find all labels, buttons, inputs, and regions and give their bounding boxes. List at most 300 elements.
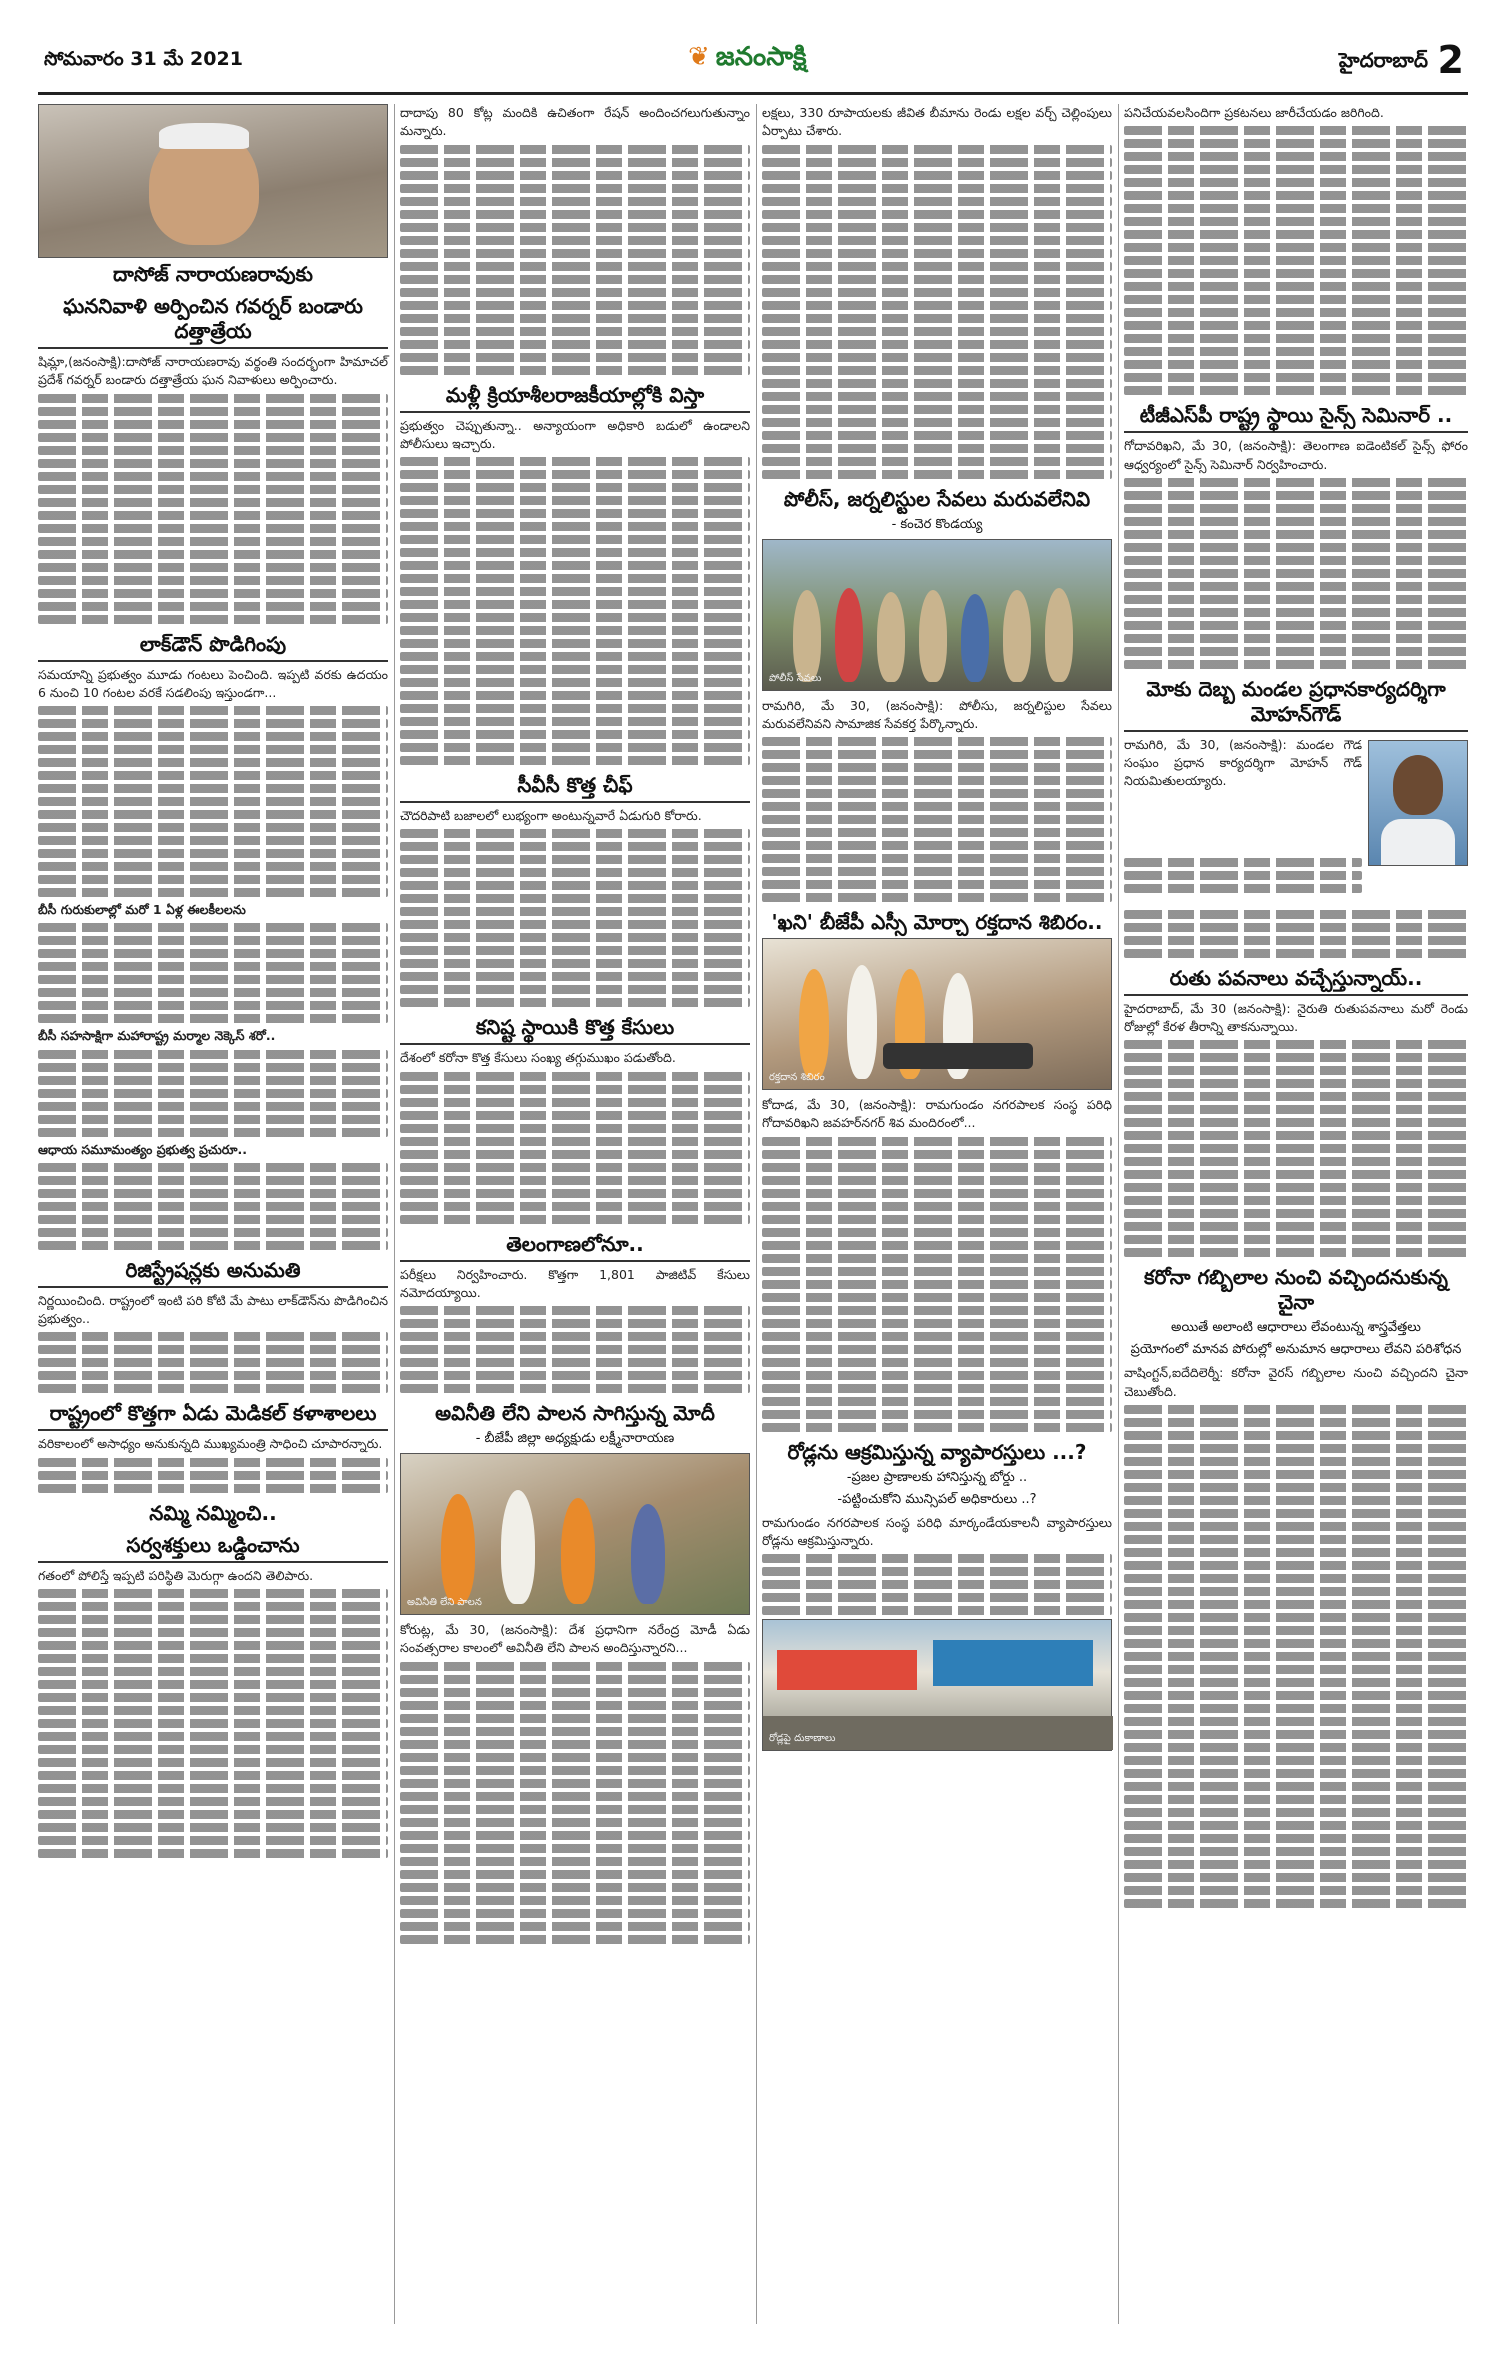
text-line: [1124, 1066, 1468, 1075]
text-line: [38, 1163, 388, 1172]
text-line: [38, 1384, 388, 1393]
text-line: [1124, 858, 1362, 867]
text-line: [762, 1254, 1112, 1263]
text-line: [400, 275, 750, 284]
text-line: [762, 158, 1112, 167]
text-line: [400, 756, 750, 765]
text-line: [38, 537, 388, 546]
text-line: [38, 1823, 388, 1832]
text-line: [762, 301, 1112, 310]
text-line: [1124, 1613, 1468, 1622]
headline-science-seminar: టీజీఎస్‌పీ రాష్ట్ర స్థాయి సైన్స్ సెమినార్ ..: [1124, 399, 1468, 433]
text-line: [400, 574, 750, 583]
text-line: [400, 1844, 750, 1853]
text-line: [38, 1189, 388, 1198]
article-text: లక్షలు, 330 రూపాయలకు జీవిత బీమాను రెండు లక్షల వర్చ్ చెల్లింపులు ఏర్పాటు చేశారు.: [762, 105, 1112, 139]
text-line: [400, 1332, 750, 1341]
text-line: [38, 975, 388, 984]
text-line: [38, 888, 388, 897]
article-corona-china: [1124, 1364, 1468, 1401]
person-figure: [847, 965, 877, 1079]
text-line: [762, 763, 1112, 772]
text-line: [400, 587, 750, 596]
text-line: [38, 602, 388, 611]
text-line: [762, 1189, 1112, 1198]
text-line: [38, 485, 388, 494]
text-line: [38, 862, 388, 871]
text-line: [762, 236, 1112, 245]
text-line: [400, 1072, 750, 1081]
text-line: [400, 881, 750, 890]
text-line: [400, 1701, 750, 1710]
text-line: [1124, 1860, 1468, 1869]
article-text: కోదాడ, మే 30, (జనంసాక్షి): రామగుండం నగరపాలక సంస్థ పరిధి గోదావరిఖని జవహర్‌నగర్ శివ మందిరంలో...: [762, 1097, 1112, 1131]
text-line: [400, 1831, 750, 1840]
article-moku-debba: [1124, 736, 1362, 791]
text-line: [1124, 282, 1468, 291]
text-line: [38, 576, 388, 585]
text-line: [400, 1358, 750, 1367]
text-line: [762, 470, 1112, 479]
paper-name: జనంసాక్షి: [715, 42, 807, 72]
person-figure: [835, 588, 863, 682]
text-line: [400, 1202, 750, 1211]
shop-signboard: [933, 1640, 1093, 1686]
text-line: [38, 394, 388, 403]
text-line: [400, 1766, 750, 1775]
text-line: [400, 1111, 750, 1120]
subheading: -పట్టించుకోని మున్సిపల్ అధికారులు ..?: [837, 1491, 1037, 1507]
text-line: [400, 1163, 750, 1172]
subhead: బీసీ సహసాక్షిగా మహారాష్ట్ర మర్మాల నెక్కెస్ శరో..: [38, 1028, 276, 1044]
text-line: [400, 920, 750, 929]
text-line: [762, 1371, 1112, 1380]
text-line: [762, 1306, 1112, 1315]
article-blood-donation: [762, 1096, 1112, 1133]
text-line: [400, 1870, 750, 1879]
text-line: [762, 776, 1112, 785]
text-line: [400, 829, 750, 838]
text-line: [1124, 191, 1468, 200]
text-line: [38, 745, 388, 754]
text-line: [1124, 1834, 1468, 1843]
text-line: [762, 392, 1112, 401]
text-line: [400, 1319, 750, 1328]
text-line: [400, 855, 750, 864]
text-line: [762, 197, 1112, 206]
article-lockdown: [38, 666, 388, 703]
text-line: [1124, 269, 1468, 278]
headline-registrations: రిజిస్ట్రేషన్లకు అనుమతి: [38, 1254, 388, 1288]
text-line: [400, 145, 750, 154]
text-line: [1124, 152, 1468, 161]
text-line: [762, 789, 1112, 798]
text-line: [38, 563, 388, 572]
text-line: [400, 1883, 750, 1892]
text-line: [1124, 949, 1468, 958]
text-line: [1124, 1483, 1468, 1492]
text-line: [400, 1935, 750, 1944]
text-line: [400, 522, 750, 531]
text-line: [1124, 347, 1468, 356]
text-line: [400, 184, 750, 193]
text-line: [1124, 1157, 1468, 1166]
text-line: [38, 1345, 388, 1354]
text-line: [38, 1089, 388, 1098]
article-insurance: [762, 104, 1112, 141]
text-line: [400, 946, 750, 955]
text-line: [400, 171, 750, 180]
text-line: [762, 379, 1112, 388]
text-line: [38, 1202, 388, 1211]
text-line: [1124, 1821, 1468, 1830]
text-line: [400, 1714, 750, 1723]
text-line: [400, 197, 750, 206]
text-line: [400, 743, 750, 752]
headline-lockdown: లాక్‌డౌన్ పొడిగింపు: [38, 628, 388, 662]
text-line: [1124, 1691, 1468, 1700]
text-line: [38, 459, 388, 468]
text-line: [1124, 1847, 1468, 1856]
text-line: [762, 841, 1112, 850]
text-line: [1124, 1665, 1468, 1674]
text-line: [1124, 1431, 1468, 1440]
text-line: [400, 1306, 750, 1315]
subhead: ఆధాయ సమూమంత్యం ప్రభుత్వ ప్రచురూ..: [38, 1141, 248, 1157]
text-line: [762, 802, 1112, 811]
text-line: [38, 1784, 388, 1793]
text-line: [1124, 1743, 1468, 1752]
text-line: [38, 1615, 388, 1624]
text-line: [38, 1693, 388, 1702]
text-line: [762, 828, 1112, 837]
donor-bed: [883, 1043, 1033, 1069]
text-line: [400, 535, 750, 544]
text-line: [400, 1675, 750, 1684]
text-line: [38, 1719, 388, 1728]
text-line: [1124, 139, 1468, 148]
text-line: [762, 418, 1112, 427]
subhead: బీసీ గురుకులాల్లో మరో 1 ఏళ్ల ఈలకీలలను: [38, 902, 246, 917]
text-line: [400, 717, 750, 726]
text-line: [1124, 660, 1468, 669]
photo-label: రోడ్లపై దుకాణాలు: [769, 1733, 836, 1744]
text-line: [1124, 1405, 1468, 1414]
person-figure: [961, 594, 989, 682]
photo-label: రక్తదాన శిబిరం: [769, 1072, 825, 1083]
text-line: [1124, 1509, 1468, 1518]
text-line: [1124, 165, 1468, 174]
text-line: [400, 249, 750, 258]
text-line: [1124, 1183, 1468, 1192]
text-line: [1124, 556, 1468, 565]
text-line: [400, 1896, 750, 1905]
article-all-efforts: [38, 1567, 388, 1585]
text-line: [762, 1176, 1112, 1185]
text-line: [38, 1215, 388, 1224]
byline: - కంచెర కొండయ్య: [891, 516, 983, 532]
article-text: గోదావరిఖని, మే 30, (జనంసాక్షి): తెలంగాణ ఐడెంటికల్ సైన్స్ ఫోరం ఆధ్వర్యంలో సైన్స్ సెమినార్ నిర్వహించారు.: [1124, 438, 1468, 472]
text-line: [400, 158, 750, 167]
text-line: [1124, 1053, 1468, 1062]
text-line: [1124, 910, 1468, 919]
text-line: [38, 420, 388, 429]
text-line: [38, 875, 388, 884]
subheading: ప్రయోగంలో మానవ పోరుల్లో అనుమాన ఆధారాలు లేవని పరిశోధన: [1130, 1342, 1462, 1358]
column-divider: [394, 104, 395, 2324]
text-line: [400, 509, 750, 518]
person-figure: [441, 1494, 475, 1604]
text-line: [1124, 256, 1468, 265]
text-line: [38, 784, 388, 793]
person-figure: [793, 590, 821, 682]
text-line: [38, 1176, 388, 1185]
text-line: [400, 985, 750, 994]
headline-all-efforts: సర్వశక్తులు ఒడ్డించాను: [38, 1529, 388, 1563]
text-line: [1124, 1092, 1468, 1101]
text-line: [762, 1280, 1112, 1289]
text-line: [762, 1163, 1112, 1172]
text-line: [400, 665, 750, 674]
issue-date: సోమవారం 31 మే 2021: [44, 48, 243, 70]
text-line: [762, 1345, 1112, 1354]
text-line: [762, 1293, 1112, 1302]
text-line: [762, 1332, 1112, 1341]
text-line: [400, 626, 750, 635]
text-line: [400, 1805, 750, 1814]
text-line: [38, 1241, 388, 1250]
text-line: [762, 340, 1112, 349]
text-line: [400, 842, 750, 851]
text-line: [38, 1076, 388, 1085]
text-line: [400, 1792, 750, 1801]
text-line: [400, 496, 750, 505]
article-road-encroachment: [762, 1514, 1112, 1551]
text-line: [762, 1202, 1112, 1211]
text-line: [762, 1567, 1112, 1576]
person-figure: [631, 1504, 665, 1604]
text-line: [1124, 621, 1468, 630]
text-line: [1124, 1769, 1468, 1778]
text-line: [38, 797, 388, 806]
person-figure: [919, 590, 947, 682]
text-line: [762, 288, 1112, 297]
column-divider: [756, 104, 757, 2324]
article-ration: [400, 104, 750, 141]
paper-logo: [688, 42, 807, 78]
text-line: [1124, 1522, 1468, 1531]
article-monsoon: [1124, 1000, 1468, 1037]
text-line: [1124, 1561, 1468, 1570]
article-text: హైదరాబాద్, మే 30 (జనంసాక్షి): నైరుతి రుతుపవనాలు మరో రెండు రోజుల్లో కేరళ తీరాన్ని తాకనున్నాయి.: [1124, 1000, 1468, 1034]
text-line: [762, 223, 1112, 232]
headline-blood-donation: 'ఖని' బీజేపీ ఎస్సీ మోర్చా రక్తదాన శిబిరం..: [771, 910, 1103, 934]
text-line: [400, 1818, 750, 1827]
text-line: [762, 327, 1112, 336]
text-line: [38, 1102, 388, 1111]
text-line: [400, 600, 750, 609]
text-line: [1124, 634, 1468, 643]
text-line: [762, 1423, 1112, 1432]
text-line: [762, 750, 1112, 759]
headline-active-politics: మళ్లీ క్రియాశీలరాజకీయాల్లోకి విస్తా: [400, 379, 750, 413]
text-line: [1124, 1496, 1468, 1505]
article-medical-colleges: [38, 1435, 388, 1453]
text-line: [762, 1228, 1112, 1237]
text-line: [38, 936, 388, 945]
text-line: [400, 366, 750, 375]
leaf-icon: ❦: [688, 42, 710, 72]
text-line: [1124, 1678, 1468, 1687]
text-line: [400, 236, 750, 245]
text-line: [762, 1137, 1112, 1146]
text-line: [762, 1267, 1112, 1276]
text-line: [400, 1215, 750, 1224]
text-line: [1124, 1196, 1468, 1205]
photo-label: అవినీతి లేని పాలన: [407, 1597, 482, 1608]
text-line: [38, 1810, 388, 1819]
text-line: [38, 524, 388, 533]
text-line: [38, 849, 388, 858]
text-line: [1124, 530, 1468, 539]
text-line: [1124, 1118, 1468, 1127]
text-line: [38, 719, 388, 728]
text-line: [400, 652, 750, 661]
text-line: [38, 1228, 388, 1237]
headline-police-journalists: పోలీస్, జర్నలిస్టుల సేవలు మరువలేనివి: [783, 486, 1091, 511]
text-line: [762, 1241, 1112, 1250]
text-line: [38, 923, 388, 932]
text-line: [1124, 243, 1468, 252]
text-line: [762, 815, 1112, 824]
article-telangana: [400, 1266, 750, 1303]
headline-governor: ఘననివాళి అర్పించిన గవర్నర్ బండారు దత్తాత్రేయ: [38, 290, 388, 349]
text-line: [1124, 1418, 1468, 1427]
text-line: [1124, 582, 1468, 591]
portrait-photo: [38, 104, 388, 258]
text-line: [400, 1189, 750, 1198]
text-line: [1124, 295, 1468, 304]
text-line: [400, 1124, 750, 1133]
text-line: [1124, 1235, 1468, 1244]
text-line: [38, 836, 388, 845]
text-line: [1124, 373, 1468, 382]
text-line: [38, 771, 388, 780]
text-line: [38, 498, 388, 507]
text-line: [38, 472, 388, 481]
text-line: [1124, 1639, 1468, 1648]
text-line: [762, 737, 1112, 746]
text-line: [1124, 1873, 1468, 1882]
article-text: నిర్ణయించింది. రాష్ట్రంలో ఇంటి పరి కోటి మే పాటు లాక్‌డౌన్‌ను పొడిగించిన ప్రభుత్వం..: [38, 1292, 388, 1326]
headline-telangana: తెలంగాణలోనూ..: [400, 1228, 750, 1262]
text-line: [38, 1654, 388, 1663]
article-text: వరికాలంలో అసాధ్యం అనుకున్నది ముఖ్యమంత్రి సాధించి చూపారన్నారు.: [38, 1436, 383, 1452]
text-line: [1124, 595, 1468, 604]
person-figure: [1393, 755, 1443, 815]
text-line: [38, 446, 388, 455]
column-4: [1124, 104, 1468, 1912]
article-text: ప్రభుత్వం చెప్పుతున్నా.. అన్యాయంగా అధికారి బడులో ఉండాలని పోలీసులు ఇచ్చారు.: [400, 417, 750, 451]
text-line: [400, 1779, 750, 1788]
text-line: [1124, 1795, 1468, 1804]
article-text: పరీక్షలు నిర్వహించారు. కొత్తగా 1,801 పాజిటివ్ కేసులు నమోదయ్యాయి.: [400, 1266, 750, 1300]
text-line: [400, 933, 750, 942]
text-line: [38, 1128, 388, 1137]
text-line: [762, 210, 1112, 219]
text-line: [38, 1358, 388, 1367]
text-line: [1124, 1144, 1468, 1153]
photo-label: పోలీస్ సేవలు: [769, 672, 822, 684]
text-line: [400, 210, 750, 219]
text-line: [400, 1727, 750, 1736]
text-line: [38, 1849, 388, 1858]
text-line: [762, 1150, 1112, 1159]
column-3: [762, 104, 1112, 1751]
column-divider: [1118, 104, 1119, 2324]
headline-medical-colleges: రాష్ట్రంలో కొత్తగా ఏడు మెడికల్ కళాశాలలు: [38, 1397, 388, 1431]
article-registrations: [38, 1292, 388, 1329]
article-text: దాదాపు 80 కోట్ల మందికి ఉచితంగా రేషన్ అందించగలుగుతున్నాం మన్నారు.: [400, 105, 750, 139]
text-line: [400, 972, 750, 981]
text-line: [400, 1384, 750, 1393]
headline-road-encroachment: రోడ్లను ఆక్రమిస్తున్న వ్యాపారస్తులు ...?: [787, 1439, 1087, 1464]
text-line: [38, 407, 388, 416]
text-line: [38, 1680, 388, 1689]
article-active-politics: [400, 417, 750, 454]
text-line: [400, 457, 750, 466]
text-line: [400, 868, 750, 877]
text-line: [762, 1397, 1112, 1406]
text-line: [38, 810, 388, 819]
text-line: [1124, 1535, 1468, 1544]
text-line: [400, 894, 750, 903]
person-figure: [501, 1490, 535, 1604]
text-line: [38, 1458, 388, 1467]
text-line: [1124, 543, 1468, 552]
text-line: [38, 550, 388, 559]
headline-corruption-free: అవినీతి లేని పాలన సాగిస్తున్న మోదీ: [435, 1401, 715, 1425]
subheading: -ప్రజల ప్రాణాలకు హానిస్తున్న బోర్డు ..: [846, 1469, 1028, 1485]
text-line: [400, 1662, 750, 1671]
text-line: [762, 1593, 1112, 1602]
text-line: [38, 823, 388, 832]
text-line: [400, 1176, 750, 1185]
photo-blood-donation: [762, 938, 1112, 1090]
article-text: రామగిరి, మే 30, (జనంసాక్షి): పోలీసు, జర్నలిస్టుల సేవలు మరువలేనివని సామాజిక సేవకర్త పేర్కొన్నారు.: [762, 697, 1112, 731]
shop-signboard: [777, 1650, 917, 1690]
article-text: రామగిరి, మే 30, (జనంసాక్షి): మండల గౌడ సంఘం ప్రధాన కార్యదర్శిగా మోహన్ గౌడ్ నియమితులయ్యారు.: [1124, 736, 1362, 789]
shirt-shape: [1381, 819, 1455, 865]
text-line: [38, 988, 388, 997]
text-line: [400, 1753, 750, 1762]
text-line: [38, 732, 388, 741]
text-line: [38, 1332, 388, 1341]
text-line: [400, 1740, 750, 1749]
text-line: [38, 1115, 388, 1124]
text-line: [762, 880, 1112, 889]
text-line: [38, 706, 388, 715]
text-line: [400, 353, 750, 362]
headline-new-cases: కనిష్ట స్థాయికి కొత్త కేసులు: [400, 1011, 750, 1045]
text-line: [400, 1857, 750, 1866]
headline-moku-debba: మోకు దెబ్బ మండల ప్రధానకార్యదర్శిగా మోహన్‌గౌడ్: [1124, 673, 1468, 732]
text-line: [38, 433, 388, 442]
text-line: [762, 145, 1112, 154]
text-line: [762, 405, 1112, 414]
text-line: [1124, 936, 1468, 945]
text-line: [1124, 386, 1468, 395]
